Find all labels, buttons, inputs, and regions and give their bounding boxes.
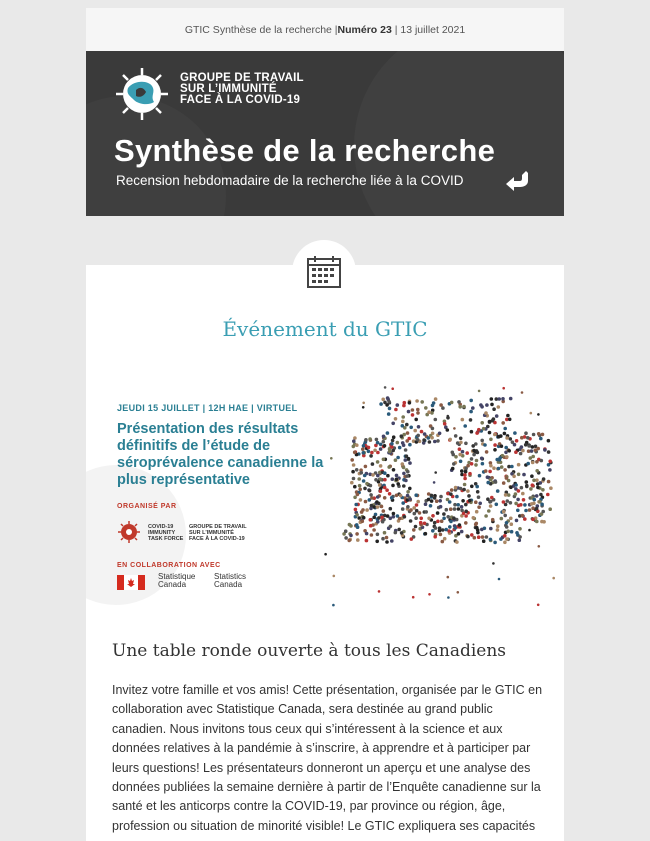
article-heading: Une table ronde ouverte à tous les Canadiens [112, 641, 507, 661]
newsletter-header-bar [86, 8, 564, 51]
collab-label: EN COLLABORATION AVEC [117, 562, 221, 569]
page-subtitle: Recension hebdomadaire de la recherche liée à la COVID [116, 173, 464, 188]
section-heading: Événement du GTIC [222, 317, 428, 341]
org-name: GROUPE DE TRAVAIL SUR L’IMMUNITÉ FACE À LA COVID-19 [180, 72, 304, 106]
canada-flag-icon [117, 575, 145, 590]
citf-fr-name: GROUPE DE TRAVAIL SUR L’IMMUNITÉ FACE À LA COVID-19 [189, 524, 247, 542]
virus-logo-icon [114, 66, 170, 122]
event-meta: JEUDI 15 JUILLET | 12H HAE | VIRTUEL [117, 403, 298, 413]
statcan-en: Statistics Canada [214, 572, 247, 589]
calendar-badge [292, 240, 356, 304]
event-promo-image[interactable] [86, 365, 564, 618]
issue-date: | 13 juillet 2021 [394, 23, 466, 36]
issue-number: Numéro 23 [337, 23, 392, 36]
event-title: Présentation des résultats définitifs de l’étude de séroprévalence canadienne la plus représentative [117, 421, 324, 488]
return-arrow-icon [506, 169, 530, 191]
header-pre: GTIC Synthèse de la recherche | [184, 23, 338, 36]
citf-logo-icon [117, 520, 141, 544]
page-title: Synthèse de la recherche [114, 133, 496, 168]
article-body: Invitez votre famille et vos amis! Cette présentation, organisée par le GTIC en collaboration avec Statistique Canada, sera destinée au grand public canadien. Nous invitons tous ceux qui s’intéressent à la science et aux données relatives à la pandémie à s’inscrire, à apprendre et à participer par leurs questions! Les présentateurs donneront un aperçu et une analyse des données publiées la semaine dernière à partir de l’Enquête canadienne sur la santé et les anticorps contre la COVID-19, par province ou région, âge, profession ou situation de minorité visible! Le GTIC expliquera ses capacités [112, 683, 543, 833]
content-card [86, 265, 564, 841]
crowd-canada-map-image [321, 373, 561, 613]
statcan-fr: Statistique Canada [158, 572, 196, 589]
organized-by-label: ORGANISÉ PAR [117, 503, 177, 510]
hero-banner [86, 51, 564, 216]
calendar-icon [306, 254, 342, 290]
citf-en-name: COVID-19 IMMUNITY TASK FORCE [148, 524, 184, 542]
